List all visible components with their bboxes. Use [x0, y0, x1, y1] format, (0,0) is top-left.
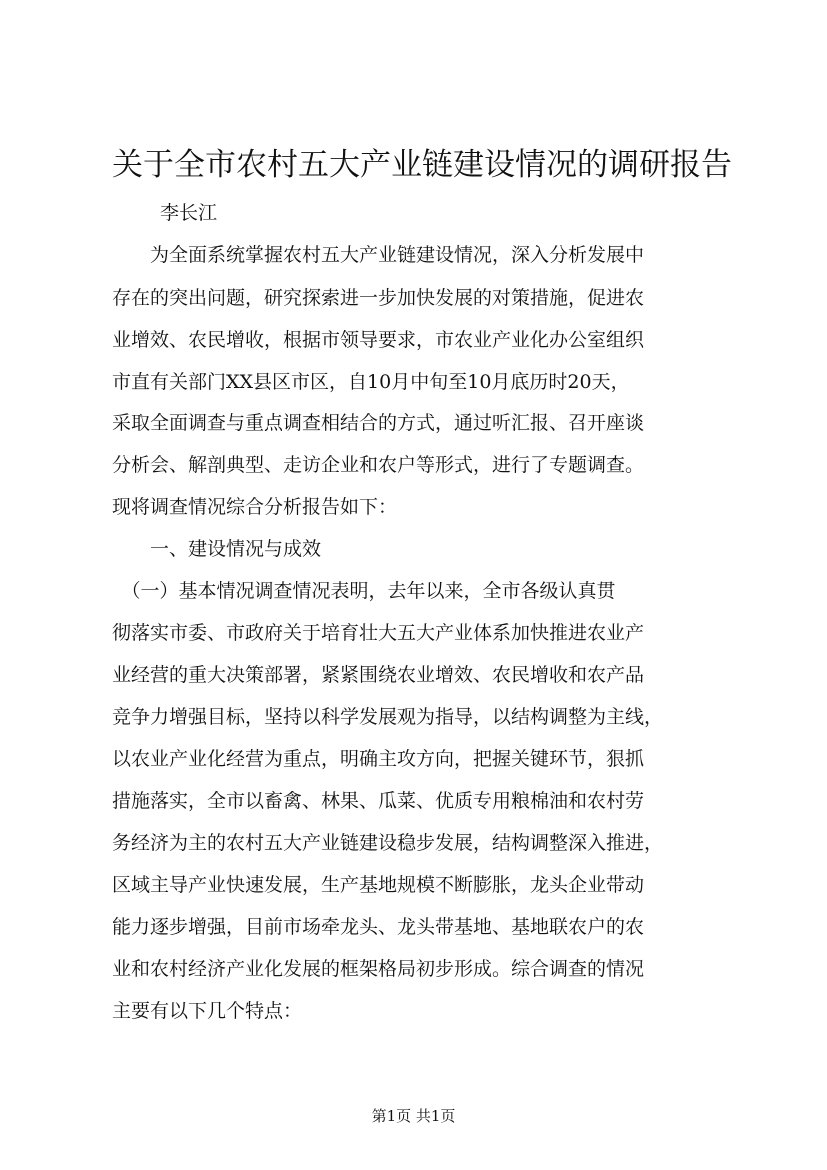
body-line: 市直有关部门XX县区市区，自10月中旬至10月底历时20天，: [112, 371, 630, 393]
body-line: 分析会、解剖典型、走访企业和农户等形式，进行了专题调查。: [112, 454, 645, 476]
body-line: 区域主导产业快速发展，生产基地规模不断膨胀，龙头企业带动: [112, 874, 645, 896]
body-line: 主要有以下几个特点：: [112, 1000, 303, 1022]
body-line: 业经营的重大决策部署，紧紧围绕农业增效、农民增收和农产品: [112, 664, 645, 686]
body-line: 措施落实，全市以畜禽、林果、瓜菜、优质专用粮棉油和农村劳: [112, 790, 645, 812]
page-footer: 第1页 共1页: [371, 1107, 456, 1125]
body-line: 业增效、农民增收，根据市领导要求，市农业产业化办公室组织: [112, 329, 645, 351]
section-heading: 一、建设情况与成效: [112, 538, 322, 560]
body-line: 业和农村经济产业化发展的框架格局初步形成。综合调查的情况: [112, 958, 645, 980]
body-line: 竞争力增强目标，坚持以科学发展观为指导，以结构调整为主线，: [112, 706, 664, 728]
body-line: （一）基本情况调查情况表明，去年以来，全市各级认真贯: [112, 580, 616, 602]
body-line: 为全面系统掌握农村五大产业链建设情况，深入分析发展中: [112, 244, 645, 266]
body-line: 能力逐步增强，目前市场牵龙头、龙头带基地、基地联农户的农: [112, 916, 645, 938]
body-line: 以农业产业化经营为重点，明确主攻方向，把握关键环节，狠抓: [112, 748, 645, 770]
body-line: 彻落实市委、市政府关于培育壮大五大产业体系加快推进农业产: [112, 622, 645, 644]
body-line: 务经济为主的农村五大产业链建设稳步发展，结构调整深入推进，: [112, 832, 664, 854]
document-title: 关于全市农村五大产业链建设情况的调研报告: [112, 147, 732, 183]
body-line: 现将调查情况综合分析报告如下：: [112, 496, 398, 518]
document-author: 李长江: [160, 202, 218, 224]
body-line: 采取全面调查与重点调查相结合的方式，通过听汇报、召开座谈: [112, 412, 645, 434]
body-line: 存在的突出问题，研究探索进一步加快发展的对策措施，促进农: [112, 287, 645, 309]
